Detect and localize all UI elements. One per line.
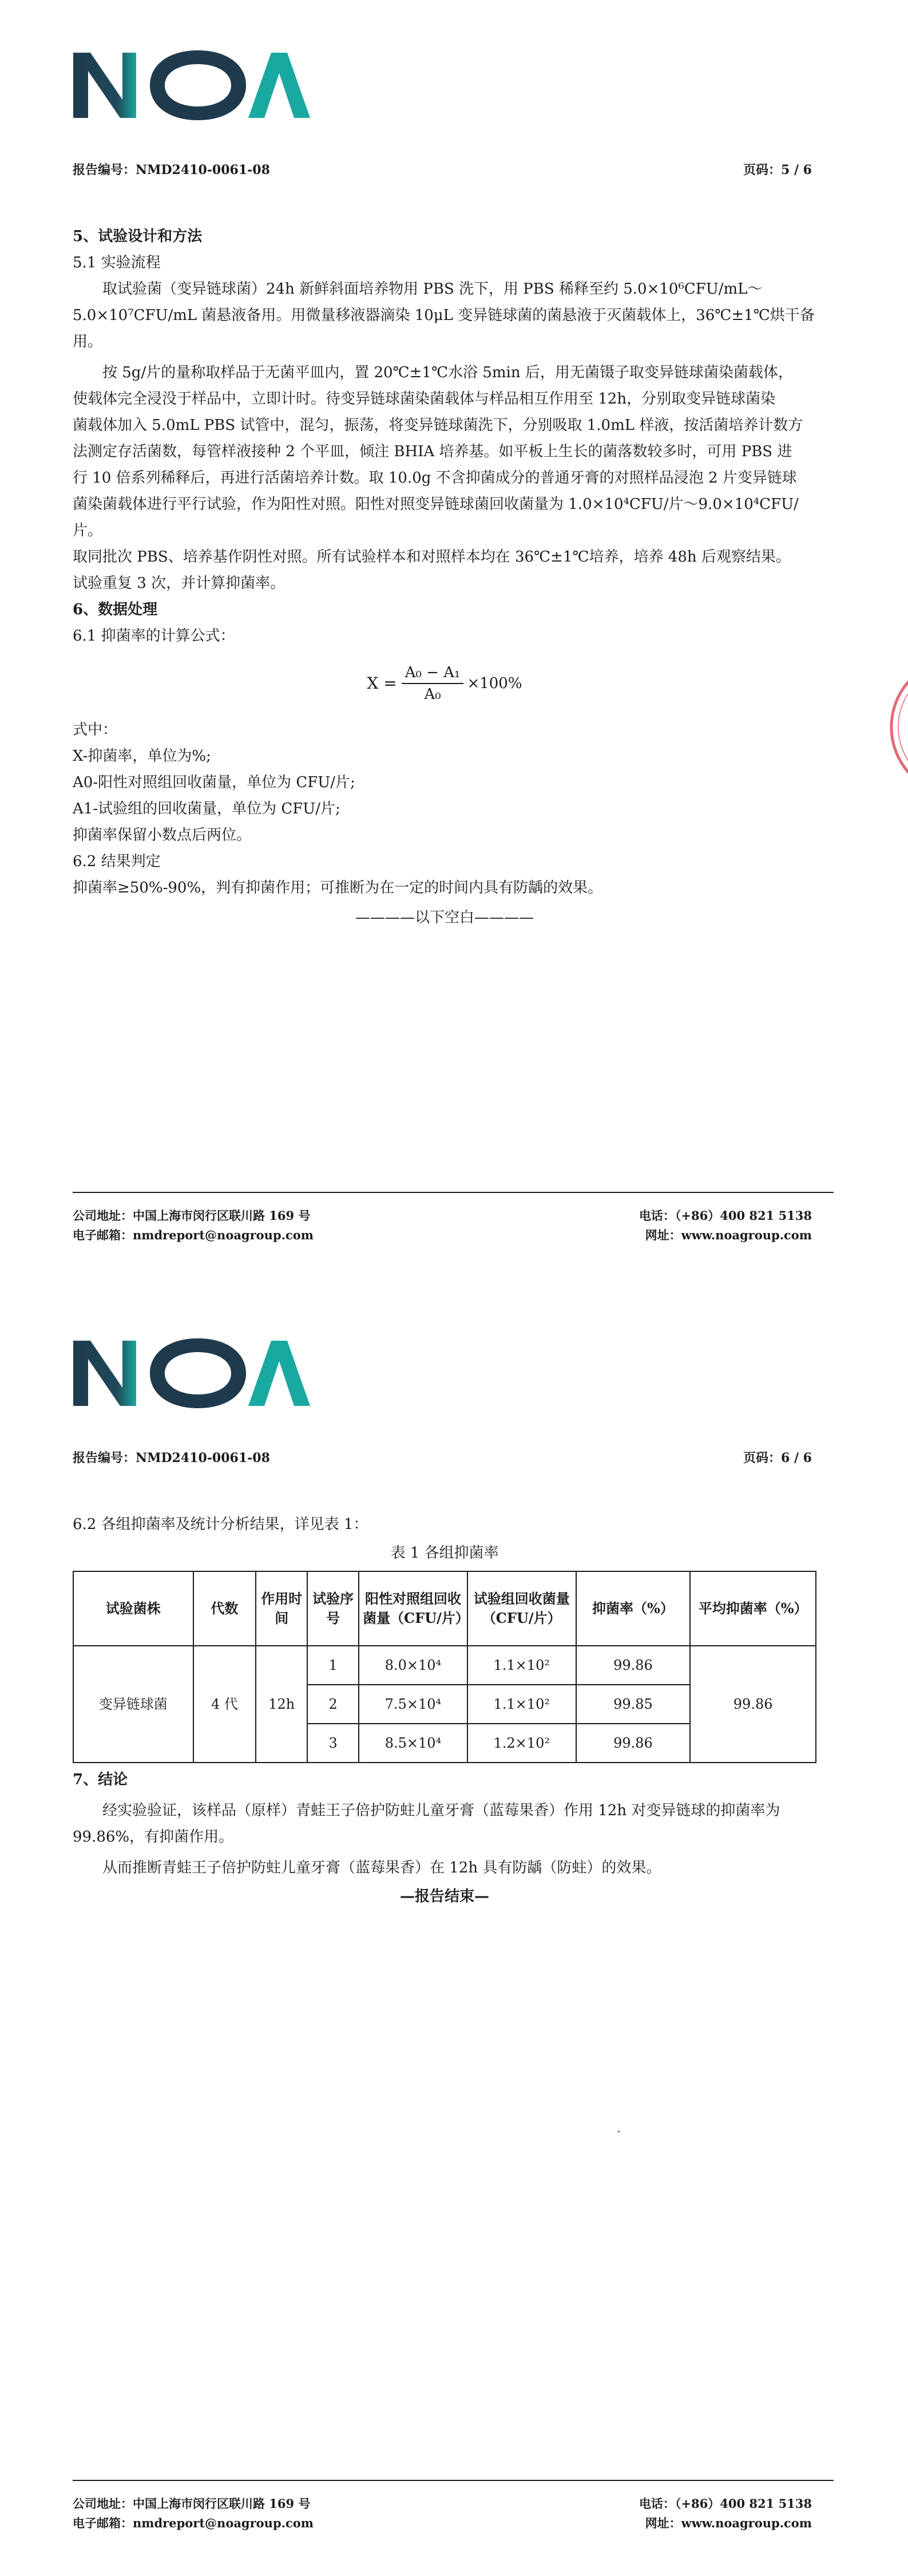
rounding-note: 抑菌率保留小数点后两位。 [73,827,252,844]
cell-test-no: 1 [307,1646,359,1685]
header-rate: 抑菌率（%） [576,1571,691,1646]
conclusion-line-3: 从而推断青蛙王子倍护防蛀儿童牙膏（蓝莓果香）在 12h 具有防龋（防蛀）的效果。 [102,1859,661,1876]
method-line-2: 使载体完全浸没于样品中，立即计时。待变异链球菌染菌载体与样品相互作用至 12h，分别取变异链球菌染 [73,390,776,408]
method-line-7: 取同批次 PBS、培养基作阴性对照。所有试验样本和对照样本均在 36℃±1℃培养，培养 48h 后观察结果。 [73,548,791,566]
footer-address: 公司地址：中国上海市闵行区联川路 169 号 [73,1208,311,1223]
cell-generation: 4 代 [193,1646,256,1763]
header-strain: 试验菌株 [73,1571,193,1646]
formula-numerator: A₀ − A₁ [402,662,464,684]
header-avg-rate: 平均抑菌率（%） [690,1571,816,1646]
report-number: 报告编号：NMD2410-0061-08 [73,1451,270,1465]
formula-fraction [402,662,464,705]
section-5-1-title: 5.1 实验流程 [73,254,161,271]
cell-test: 1.1×10² [467,1646,576,1685]
cell-strain: 变异链球菌 [73,1646,193,1763]
footer-divider [73,2480,834,2481]
section-6-1-title: 6.1 抑菌率的计算公式： [73,627,235,645]
footer-divider [73,1192,834,1193]
footer-website: 网址：www.noagroup.com [645,1228,812,1242]
cell-time: 12h [256,1646,307,1763]
formula-rhs: ×100% [467,675,522,692]
conclusion-line-2: 99.86%，有抑菌作用。 [73,1828,234,1846]
blank-below-note: ————以下空白———— [355,909,534,926]
where-label: 式中： [73,721,118,738]
table-caption: 表 1 各组抑菌率 [390,1544,499,1562]
table-header-row [73,1571,816,1646]
page-number: 页码：6 / 6 [743,1451,812,1465]
section-6-2-title: 6.2 结果判定 [73,853,161,870]
footer-phone: 电话：（+86）400 821 5138 [639,2496,812,2511]
cell-test-no: 3 [307,1724,359,1763]
conclusion-line-1: 经实验验证，该样品（原样）青蛙王子倍护防蛀儿童牙膏（蓝莓果香）作用 12h 对变异链球的抑菌率为 [102,1802,780,1819]
judgement-text: 抑菌率≥50%-90%，判有抑菌作用；可推断为在一定的时间内具有防龋的效果。 [73,879,603,896]
page-number: 页码：5 / 6 [743,163,812,177]
cell-rate: 99.85 [576,1685,691,1724]
noa-logo [70,45,310,125]
section-6-title: 6、数据处理 [73,601,158,618]
report-number: 报告编号：NMD2410-0061-08 [73,163,270,177]
scan-speck [618,2131,620,2132]
report-page-6 [0,1288,908,2576]
footer-address: 公司地址：中国上海市闵行区联川路 169 号 [73,2496,311,2511]
footer-phone: 电话：（+86）400 821 5138 [639,1208,812,1223]
definition-a1: A1-试验组的回收菌量，单位为 CFU/片; [73,800,340,817]
footer-website: 网址：www.noagroup.com [645,2516,812,2530]
page6-body [73,1511,816,1910]
header-time: 作用时间 [256,1571,307,1646]
table-intro: 6.2 各组抑菌率及统计分析结果，详见表 1： [73,1516,368,1533]
inhibition-results-table [73,1571,816,1763]
definition-a0: A0-阳性对照组回收菌量，单位为 CFU/片; [73,774,355,791]
inhibition-formula [73,656,816,711]
formula-lhs: X = [367,674,397,693]
seal-stamp-edge [886,653,908,801]
header-test-no: 试验序号 [307,1571,359,1646]
table-row [73,1646,816,1685]
report-end-note: —报告结束— [399,1888,489,1905]
noa-logo [70,1333,310,1413]
formula-denominator: A₀ [424,686,441,703]
cell-positive: 8.5×10⁴ [359,1724,467,1763]
cell-test: 1.2×10² [467,1724,576,1763]
method-line-6: 菌染菌载体进行平行试验，作为阳性对照。阳性对照变异链球菌回收菌量为 1.0×10⁴CFU/片～9.0×10⁴CFU/片。 [73,496,799,539]
section-7-title: 7、结论 [73,1771,128,1788]
footer-email: 电子邮箱：nmdreport@noagroup.com [73,2516,314,2530]
cell-rate: 99.86 [576,1724,691,1763]
procedure-line-1: 取试验菌（变异链球菌）24h 新鲜斜面培养物用 PBS 洗下，用 PBS 稀释至约 5.0×10⁶CFU/mL～ [102,280,763,298]
cell-positive: 8.0×10⁴ [359,1646,467,1685]
header-test-group: 试验组回收菌量（CFU/片） [467,1571,576,1646]
section-5-title: 5、试验设计和方法 [73,228,203,245]
cell-avg-rate: 99.86 [690,1646,816,1763]
method-line-3: 菌载体加入 5.0mL PBS 试管中，混匀，振荡，将变异链球菌洗下，分别吸取 1.0mL 样液，按活菌培养计数方 [73,417,803,434]
definition-x: X-抑菌率，单位为%; [73,748,211,765]
cell-test-no: 2 [307,1685,359,1724]
method-line-5: 行 10 倍系列稀释后，再进行活菌培养计数。取 10.0g 不含抑菌成分的普通牙膏的对照样品浸泡 2 片变异链球 [73,469,797,487]
cell-rate: 99.86 [576,1646,691,1685]
procedure-line-2: 5.0×10⁷CFU/mL 菌悬液备用。用微量移液器滴染 10μL 变异链球菌的菌悬液于灭菌载体上，36℃±1℃烘干备 [73,307,815,324]
procedure-line-3: 用。 [73,333,103,350]
header-positive-control: 阳性对照组回收菌量（CFU/片） [359,1571,467,1646]
cell-positive: 7.5×10⁴ [359,1685,467,1724]
cell-test: 1.1×10² [467,1685,576,1724]
header-generation: 代数 [193,1571,256,1646]
method-line-8: 试验重复 3 次，并计算抑菌率。 [73,575,286,592]
page5-body [73,223,816,931]
method-line-4: 法测定存活菌数，每管样液接种 2 个平皿，倾注 BHIA 培养基。如平板上生长的菌落数较多时，可用 PBS 进 [73,443,792,460]
footer-email: 电子邮箱：nmdreport@noagroup.com [73,1228,314,1242]
method-line-1: 按 5g/片的量称取样品于无菌平皿内，置 20℃±1℃水浴 5min 后，用无菌镊子取变异链球菌染菌载体， [102,364,793,381]
